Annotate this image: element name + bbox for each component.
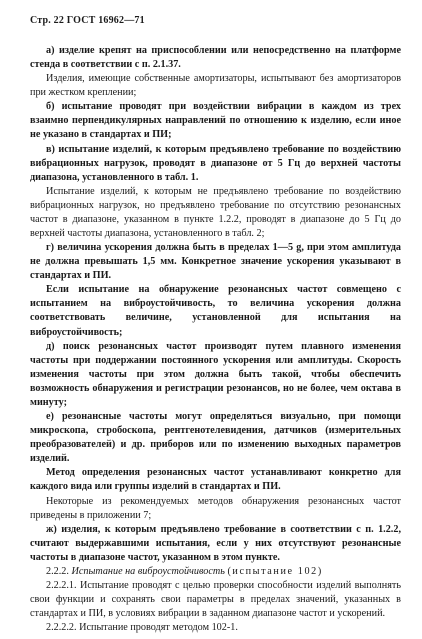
paragraph-e: е) резонансные частоты могут определяться визуально, при помощи микроскопа, стробоскопа, рентгенотелевидения, датчиков (измерительных преобразователей) и др. приборов или по изменению выходных параметров изделий. xyxy=(30,411,401,465)
paragraph-zh: ж) изделия, к которым предъявлено требование в соответствии с п. 1.2.2, считают выдержавшими испытания, если у них отсутствуют резонансные частоты в диапазоне частот, указанном в этом пункте. xyxy=(30,523,401,563)
document-body xyxy=(30,44,401,635)
paragraph-method: Метод определения резонансных частот устанавливают конкретно для каждого вида или группы изделий в стандартах и ПИ. xyxy=(30,467,401,493)
paragraph-d: д) поиск резонансных частот производят путем плавного изменения частоты при поддержании постоянного ускорения или амплитуды. Скорость изменения частоты при этом должна быть такой, чтобы обеспечить возможность обнаружения и регистрации резонансов, но не более, чем октава в минуту; xyxy=(30,340,401,408)
paragraph-2-2-2-2: 2.2.2.2. Испытание проводят методом 102-1. xyxy=(46,622,238,634)
paragraph-2-2-2-1: 2.2.2.1. Испытание проводят с целью проверки способности изделий выполнять свои функции и сохранять свои параметры в пределах значений, указанных в стандартах и ПИ, в условиях вибрации в заданном диапазоне частот и ускорений. xyxy=(30,579,401,620)
section-test-ref: (испытание 102) xyxy=(227,565,323,577)
paragraph-b: б) испытание проводят при воздействии вибрации в каждом из трех взаимно перпендикулярных направлений по отношению к изделию, если иное не указано в стандартах и ПИ; xyxy=(30,101,401,141)
paragraph-combined-test: Если испытание на обнаружение резонансных частот совмещено с испытанием на виброустойчивость, то величина ускорения должна соответствовать величине, установленной для испытания на виброустойчивость; xyxy=(30,284,401,338)
paragraph-absorbers: Изделия, имеющие собственные амортизаторы, испытывают без амортизаторов при жестком креплении; xyxy=(30,73,401,99)
section-title: Испытание на виброустойчивость xyxy=(71,565,225,577)
paragraph-g: г) величина ускорения должна быть в пределах 1—5 g, при этом амплитуда не должна превышать 1,5 мм. Конкретное значение ускорения указывают в стандартах и ПИ. xyxy=(30,242,401,282)
section-number: 2.2.2. xyxy=(46,565,69,577)
paragraph-no-requirement: Испытание изделий, к которым не предъявлено требование по воздействию вибрационных нагрузок, но предъявлено требование по отсутствию резонансных частот в диапазоне, указанном в пункте 1.2.2, проводят в диапазоне до 5 Гц до верхней частоты диапазона, установленного в табл. 2; xyxy=(30,185,401,240)
paragraph-a: а) изделие крепят на приспособлении или непосредственно на платформе стенда в соответствии с п. 2.1.37. xyxy=(30,45,401,71)
section-heading xyxy=(30,565,401,579)
page-header: Стр. 22 ГОСТ 16962—71 xyxy=(30,15,145,26)
paragraph-appendix: Некоторые из рекомендуемых методов обнаружения резонансных частот приведены в приложении 7; xyxy=(30,495,401,521)
paragraph-v: в) испытание изделий, к которым предъявлено требование по воздействию вибрационных нагрузок, проводят в диапазоне от 5 Гц до верхней частоты диапазона, установленного в табл. 1. xyxy=(30,143,401,183)
